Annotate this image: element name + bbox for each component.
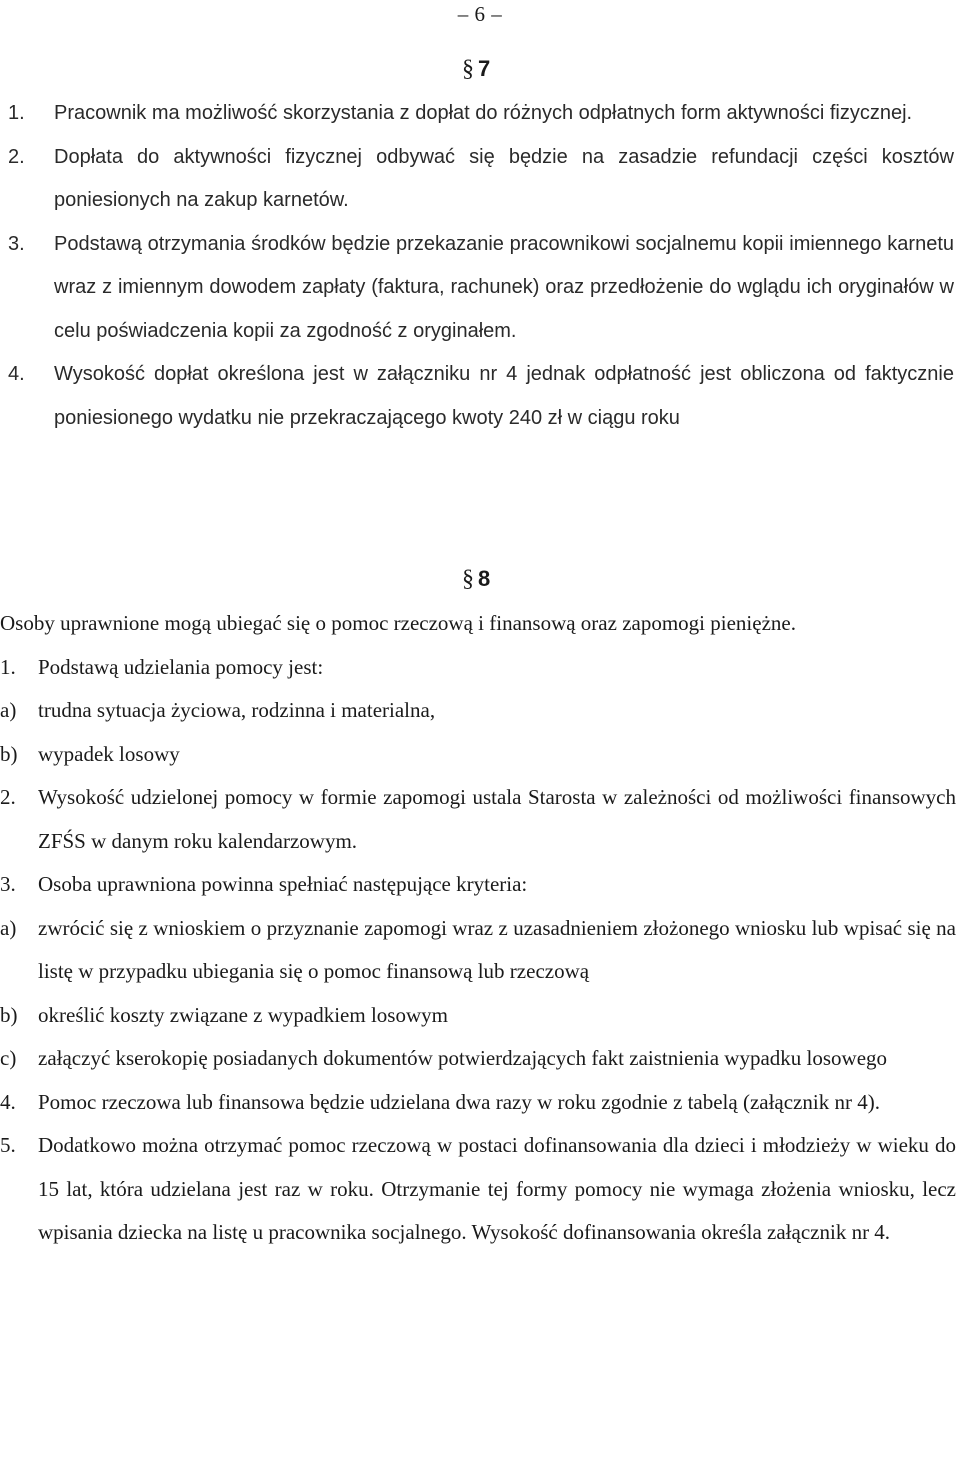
section-8-item-4: [0, 1081, 956, 1125]
item-text: Wysokość dopłat określona jest w załączniku nr 4 jednak odpłatność jest obliczona od faktycznie poniesionego wydatku nie przekraczającego kwoty 240 zł w ciągu roku: [54, 363, 954, 429]
page-number: – 6 –: [457, 2, 503, 26]
section-8-heading: [462, 566, 490, 593]
section-7-item-4: [8, 353, 954, 440]
section-8-item-1-sub-a: [0, 689, 956, 733]
section-8-body: [0, 602, 956, 1255]
item-text: Podstawą otrzymania środków będzie przekazanie pracownikowi socjalnemu kopii imiennego karnetu wraz z imiennym dowodem zapłaty (faktura, rachunek) oraz przedłożenie do wglądu ich oryginałów w celu poświadczenia kopii za zgodność z oryginałem.: [54, 232, 954, 342]
item-number: 4.: [8, 363, 25, 385]
section-8-item-1: [0, 646, 956, 690]
item-number: 2.: [8, 145, 25, 168]
item-number: 1.: [8, 102, 25, 124]
section-8-item-3-sub-a: [0, 907, 956, 994]
item-number: 4.: [0, 1089, 16, 1114]
section-7-number: 7: [478, 56, 491, 81]
item-number: 3.: [0, 872, 16, 896]
section-7-list: [8, 92, 954, 440]
section-8-item-3-sub-b: [0, 994, 956, 1038]
item-text: Dopłata do aktywności fizycznej odbywać się będzie na zasadzie refundacji części kosztów poniesionych na zakup karnetów.: [54, 145, 954, 211]
sub-text: trudna sytuacja życiowa, rodzinna i materialna,: [38, 698, 436, 722]
sub-text: wypadek losowy: [38, 741, 180, 766]
item-text: Dodatkowo można otrzymać pomoc rzeczową w postaci dofinansowania dla dzieci i młodzieży w wieku do 15 lat, która udzielana jest raz w roku. Otrzymanie tej formy pomocy nie wymaga złożenia wniosku, lecz wpisania dziecka na listę u pracownika socjalnego. Wysokość dofinansowania określa załącznik nr 4.: [38, 1133, 956, 1244]
sub-text: załączyć kserokopię posiadanych dokumentów potwierdzających fakt zaistnienia wypadku losowego: [38, 1046, 888, 1070]
section-8-item-1-sub-b: [0, 733, 956, 777]
section-8-item-3: [0, 863, 956, 907]
sub-letter: b): [0, 1002, 18, 1027]
item-number: 3.: [8, 232, 25, 255]
item-text: Pomoc rzeczowa lub finansowa będzie udzielana dwa razy w roku zgodnie z tabelą (załącznik nr 4).: [38, 1089, 880, 1114]
sub-letter: c): [0, 1046, 17, 1070]
item-number: 2.: [0, 785, 16, 809]
sub-letter: a): [0, 698, 17, 722]
section-7-heading: [462, 56, 490, 83]
item-text: Podstawą udzielania pomocy jest:: [38, 654, 324, 679]
section-8-number: 8: [478, 566, 491, 591]
section-7-item-1: [8, 92, 954, 136]
section-7-item-2: [8, 136, 954, 223]
section-8-item-3-sub-c: [0, 1037, 956, 1081]
item-number: 5.: [0, 1133, 16, 1157]
section-symbol: §: [462, 56, 474, 82]
item-text: Pracownik ma możliwość skorzystania z dopłat do różnych odpłatnych form aktywności fizycznej.: [54, 102, 913, 124]
item-text: Wysokość udzielonej pomocy w formie zapomogi ustala Starosta w zależności od możliwości finansowych ZFŚS w danym roku kalendarzowym.: [38, 785, 956, 853]
sub-text: określić koszty związane z wypadkiem losowym: [38, 1002, 448, 1027]
section-8-intro: Osoby uprawnione mogą ubiegać się o pomoc rzeczową i finansową oraz zapomogi pieniężne.: [0, 611, 796, 635]
item-text: Osoba uprawniona powinna spełniać następujące kryteria:: [38, 872, 528, 896]
section-symbol: §: [462, 566, 474, 592]
item-number: 1.: [0, 654, 16, 679]
sub-letter: a): [0, 915, 17, 940]
section-7-item-3: [8, 223, 954, 354]
sub-letter: b): [0, 741, 18, 766]
section-8-item-2: [0, 776, 956, 863]
sub-text: zwrócić się z wnioskiem o przyznanie zapomogi wraz z uzasadnieniem złożonego wniosku lub wpisać się na listę w przypadku ubiegania się o pomoc finansową lub rzeczową: [38, 915, 956, 983]
section-8-item-5: [0, 1124, 956, 1255]
